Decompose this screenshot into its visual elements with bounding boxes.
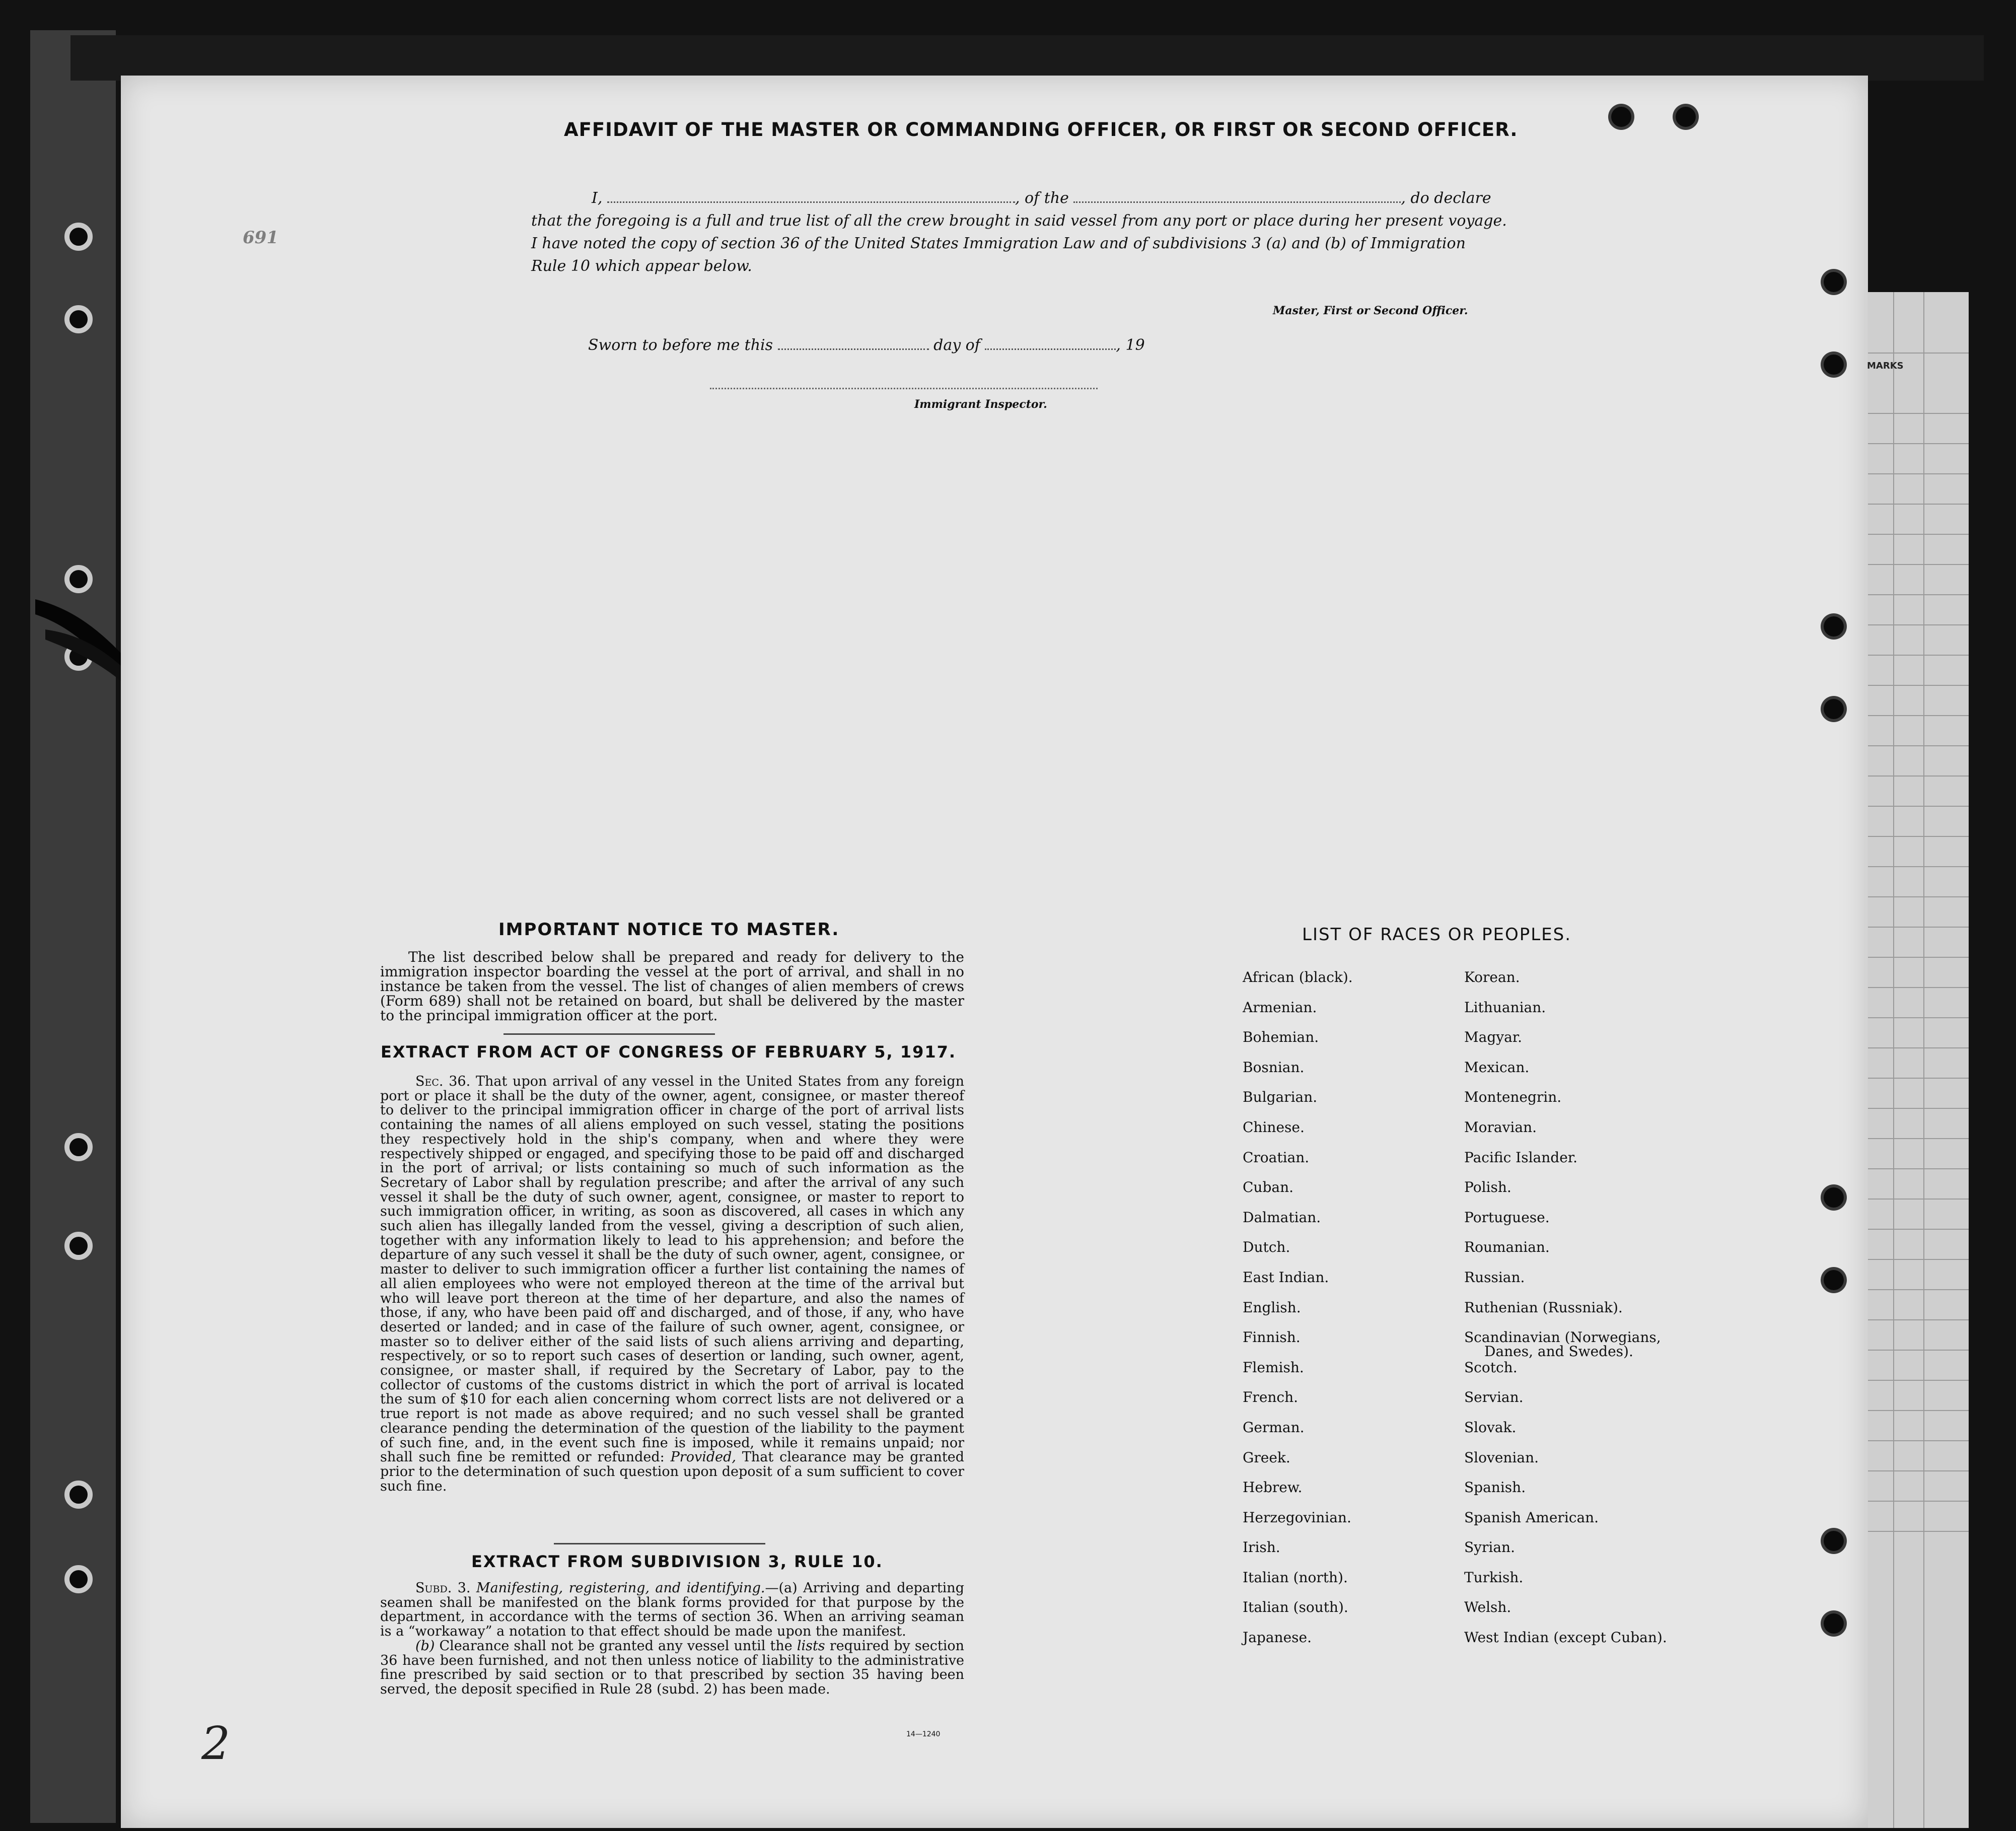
- race-item: West Indian (except Cuban).: [1464, 1629, 1667, 1646]
- left-page-edge: [30, 30, 116, 1823]
- punch-hole: [1824, 355, 1844, 375]
- rule-extract-title: EXTRACT FROM SUBDIVISION 3, RULE 10.: [471, 1552, 883, 1571]
- race-item: Croatian.: [1243, 1149, 1310, 1166]
- punch-hole: [1824, 272, 1844, 292]
- race-item: Chinese.: [1243, 1118, 1305, 1136]
- race-item: English.: [1243, 1299, 1301, 1316]
- race-item: Danes, and Swedes).: [1484, 1343, 1633, 1360]
- race-item: Polish.: [1464, 1179, 1511, 1196]
- bleed-through-heading: [383, 146, 392, 172]
- vessel-name-blank: [1073, 201, 1401, 203]
- punch-hole: [1824, 1531, 1844, 1551]
- binder-hole: [64, 1565, 93, 1593]
- inspector-caption: Immigrant Inspector.: [914, 398, 1047, 411]
- race-item: Welsh.: [1464, 1599, 1511, 1616]
- race-item: East Indian.: [1243, 1269, 1329, 1286]
- punch-hole: [1824, 1270, 1844, 1290]
- race-item: Slovenian.: [1464, 1449, 1539, 1466]
- race-item: Russian.: [1464, 1269, 1525, 1286]
- bleed-through: [312, 186, 321, 204]
- inspector-signature-line: [710, 388, 1098, 389]
- punch-hole: [1611, 107, 1631, 127]
- form-number: 14—1240: [906, 1730, 941, 1738]
- master-signature-caption: Master, First or Second Officer.: [1273, 304, 1468, 317]
- race-item: Bosnian.: [1243, 1059, 1305, 1076]
- race-item: Moravian.: [1464, 1118, 1537, 1136]
- race-item: Pacific Islander.: [1464, 1149, 1577, 1166]
- punch-hole: [1824, 699, 1844, 719]
- section-rule: [503, 1033, 715, 1035]
- race-item: French.: [1243, 1389, 1299, 1406]
- binder-hole: [64, 1133, 93, 1161]
- race-item: Slovak.: [1464, 1419, 1517, 1436]
- vessel-prefix: , of the: [1015, 189, 1069, 207]
- race-item: Herzegovinian.: [1243, 1509, 1351, 1526]
- race-item: Cuban.: [1243, 1179, 1294, 1196]
- race-item: Turkish.: [1464, 1569, 1524, 1586]
- binder-hole: [64, 1232, 93, 1260]
- act-extract-title: EXTRACT FROM ACT OF CONGRESS OF FEBRUARY 5, 1917.: [381, 1042, 957, 1062]
- race-item: Scandinavian (Norwegians,: [1464, 1329, 1661, 1346]
- race-item: Portuguese.: [1464, 1209, 1550, 1226]
- declaration-line-3: I have noted the copy of section 36 of the United States Immigration Law and of subdivisions 3 (a) and (b) of Immigration: [531, 235, 1466, 252]
- binder-hole: [64, 1481, 93, 1509]
- declaration-line-4: Rule 10 which appear below.: [531, 257, 752, 275]
- race-item: Bulgarian.: [1243, 1089, 1318, 1106]
- race-item: Irish.: [1243, 1539, 1280, 1556]
- races-right-column: [1464, 969, 1667, 1659]
- underlying-manifest-sheet: [1863, 292, 1969, 1828]
- race-item: Roumanian.: [1464, 1239, 1550, 1256]
- section-36-text: Sec. 36. That upon arrival of any vessel in the United States from any foreign port or place it shall be the duty of the owner, agent, consignee, or master thereof to deliver to the principal immigration officer in charge of the port of arrival lists containing the names of all aliens employed on such vessel, stating the positions they respectively hold in the ship's company, when and where they were respectively shipped or engaged, and specifying those to be paid off and discharged in the port of arrival; or lists containing so much of such information as the Secretary of Labor shall by regulation prescribe; and after the arrival of any such vessel it shall be the duty of such owner, agent, consignee, or master to report to such immigration officer, in writing, as soon as discovered, all cases in which any such alien has illegally landed from the vessel, giving a description of such alien, together with any information likely to lead to his apprehension; and before the departure of any such vessel it shall be the duty of such owner, agent, consignee, or master to deliver to such immigration officer a further list containing the names of all alien employees who were not employed thereon at the time of the arrival but who will leave port thereon at the time of her departure, and also the names of those, if any, who have been paid off and discharged, and of those, if any, who have deserted or landed; and in case of the failure of such owner, agent, consignee, or master so to deliver either of the said lists of such aliens arriving and departing, respectively, or so to report such cases of desertion or landing, such owner, agent, consignee, or master shall, if required by the Secretary of Labor, pay to the collector of customs of the customs district in which the port of arrival is located the sum of $10 for each alien concerning whom correct lists are not delivered or a true report is not made as above required; and no such vessel shall be granted clearance pending the determination of the question of the liability to the payment of such fine, and, in the event such fine is imposed, while it remains unpaid; nor shall such fine be remitted or refunded: Provided, That clearance may be granted prior to the determination of such question upon deposit of a sum sufficient to cover such fine.: [380, 1074, 964, 1494]
- sworn-year: , 19: [1116, 336, 1145, 354]
- race-item: Finnish.: [1243, 1329, 1301, 1346]
- race-item: Italian (south).: [1243, 1599, 1348, 1616]
- sworn-prefix: Sworn to before me this: [588, 336, 773, 354]
- declaration-line-1: [531, 189, 1498, 207]
- race-item: Dutch.: [1243, 1239, 1290, 1256]
- punch-hole: [1824, 1187, 1844, 1208]
- section-rule: [554, 1543, 765, 1544]
- declare-suffix: , do declare: [1401, 189, 1491, 207]
- underlying-column-heading: MARKS: [1867, 361, 1904, 371]
- declaration-line-2: that the foregoing is a full and true list of all the crew brought in said vessel from any port or place during her present voyage.: [531, 212, 1507, 230]
- race-item: Hebrew.: [1243, 1479, 1303, 1496]
- race-item: Bohemian.: [1243, 1029, 1319, 1046]
- declarant-name-blank: [607, 201, 1015, 203]
- binder-hole: [64, 305, 93, 333]
- race-item: Flemish.: [1243, 1359, 1304, 1376]
- sworn-month-blank: [985, 348, 1116, 350]
- race-item: Magyar.: [1464, 1029, 1523, 1046]
- race-item: Italian (north).: [1243, 1569, 1348, 1586]
- race-item: Ruthenian (Russniak).: [1464, 1299, 1623, 1316]
- sworn-day-blank: [778, 348, 929, 350]
- subdivision-3-text: Subd. 3. Manifesting, registering, and identifying.—(a) Arriving and departing seamen shall be manifested on the blank forms provided for that purpose by the department, in accordance with the terms of section 36. When an arriving seaman is a “workaway” a notation to that effect should be made upon the manifest. (b) Clearance shall not be granted any vessel until the lists required by section 36 have been furnished, and not then unless notice of liability to the administrative fine prescribed by said section or to that prescribed by section 35 having been served, the deposit specified in Rule 28 (subd. 2) has been made.: [380, 1580, 964, 1697]
- race-item: African (black).: [1243, 969, 1353, 985]
- race-item: Lithuanian.: [1464, 999, 1546, 1016]
- race-item: Greek.: [1243, 1449, 1290, 1466]
- declarant-prefix: I,: [592, 189, 603, 207]
- race-item: Korean.: [1464, 969, 1520, 985]
- race-item: Dalmatian.: [1243, 1209, 1321, 1226]
- notice-title: IMPORTANT NOTICE TO MASTER.: [498, 920, 840, 940]
- races-title: LIST OF RACES OR PEOPLES.: [1302, 925, 1572, 945]
- punch-hole: [1824, 1613, 1844, 1634]
- punch-hole: [1676, 107, 1696, 127]
- race-item: Armenian.: [1243, 999, 1317, 1016]
- punch-hole: [1824, 616, 1844, 637]
- sworn-day-of: day of: [933, 336, 980, 354]
- section-label: Sec. 36.: [415, 1074, 471, 1089]
- notice-body: The list described below shall be prepared and ready for delivery to the immigration inspector boarding the vessel at the port of arrival, and shall in no instance be taken from the vessel. The list of changes of alien members of crews (Form 689) shall not be retained on board, but shall be delivered by the master to the principal immigration officer at the port.: [380, 949, 964, 1024]
- race-item: Spanish.: [1464, 1479, 1526, 1496]
- race-item: Scotch.: [1464, 1359, 1518, 1376]
- margin-stamp: 691: [243, 228, 278, 248]
- binder-hole: [64, 223, 93, 251]
- race-item: Servian.: [1464, 1389, 1524, 1406]
- race-item: Syrian.: [1464, 1539, 1515, 1556]
- sworn-line: [588, 336, 1555, 354]
- races-left-column: [1243, 969, 1353, 1659]
- handwritten-page-number: 2: [201, 1717, 231, 1770]
- affidavit-title: AFFIDAVIT OF THE MASTER OR COMMANDING OFFICER, OR FIRST OR SECOND OFFICER.: [564, 119, 1518, 140]
- race-item: Montenegrin.: [1464, 1089, 1562, 1106]
- race-item: Spanish American.: [1464, 1509, 1599, 1526]
- race-item: German.: [1243, 1419, 1305, 1436]
- top-page-edge: [70, 35, 1984, 81]
- race-item: Mexican.: [1464, 1059, 1530, 1076]
- race-item: Japanese.: [1243, 1629, 1312, 1646]
- binder-hole: [64, 565, 93, 593]
